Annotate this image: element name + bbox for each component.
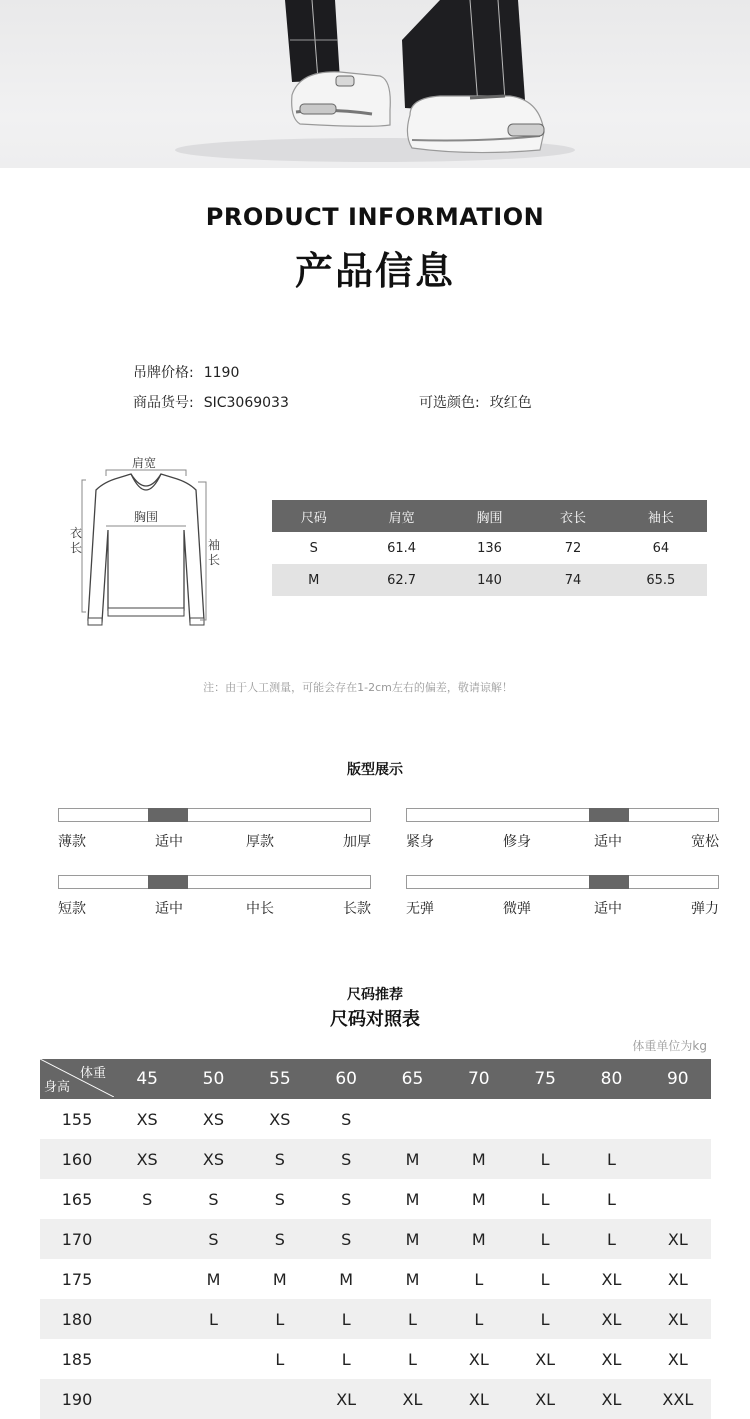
recommend-header: [40, 1059, 711, 1099]
size-cell: M: [379, 1139, 445, 1179]
size-cell: S: [274, 1189, 285, 1209]
size-cell: XS: [269, 1109, 291, 1129]
size-cell: S: [341, 1109, 352, 1129]
weight-header: 65: [379, 1059, 445, 1099]
sku-value: SIC3069033: [203, 395, 289, 411]
size-cell: S: [208, 1189, 219, 1209]
corner-weight-label: 体重: [79, 1066, 106, 1081]
size-cell: M: [405, 1269, 420, 1289]
length-label: 衣长: [70, 526, 83, 555]
table-row: [40, 1299, 711, 1339]
color-value: 玫红色: [489, 395, 532, 411]
size-cell: L: [607, 1189, 616, 1209]
size-cell: [180, 1339, 246, 1379]
size-cell: M: [446, 1139, 512, 1179]
thickness-scale-bar: [58, 808, 371, 822]
cell: 61.4: [387, 540, 417, 556]
size-cell: XL: [645, 1299, 711, 1339]
price-value: 1190: [203, 365, 240, 381]
table-row: [40, 1379, 711, 1419]
cell: M: [272, 564, 355, 596]
recommend-title: 尺码对照表: [330, 1009, 420, 1030]
size-recommendation-table: [40, 1059, 711, 1419]
scale-label: 中长: [246, 901, 274, 917]
size-cell: L: [578, 1139, 644, 1179]
cell: S: [309, 540, 318, 556]
size-cell: L: [379, 1299, 445, 1339]
sleeve-label: 袖长: [208, 538, 221, 567]
scale-label: 长款: [343, 901, 371, 917]
col-shoulder: 肩宽: [355, 500, 447, 532]
sku-label: 商品货号:: [133, 395, 194, 411]
weight-header: 55: [247, 1059, 313, 1099]
table-row: [40, 1219, 711, 1259]
height-cell: 190: [40, 1379, 114, 1419]
cell: 140: [448, 564, 531, 596]
table-row: [40, 1259, 711, 1299]
cell: 74: [531, 564, 614, 596]
size-cell: [645, 1179, 711, 1219]
size-cell: [645, 1139, 711, 1179]
size-cell: [114, 1219, 180, 1259]
col-size: 尺码: [272, 500, 355, 532]
measurement-diagram: [66, 450, 226, 635]
size-cell: XL: [313, 1379, 379, 1419]
chest-label: 胸围: [134, 510, 159, 524]
size-cell: [446, 1099, 512, 1139]
height-cell: 170: [40, 1219, 114, 1259]
fit-scale-bar: [406, 808, 719, 822]
price-line: [133, 362, 239, 382]
size-cell: L: [180, 1299, 246, 1339]
cell: 65.5: [615, 564, 707, 596]
size-cell: L: [512, 1139, 578, 1179]
table-row: [272, 532, 707, 564]
recommend-subtitle: 尺码推荐: [347, 987, 403, 1003]
size-cell: XL: [512, 1379, 578, 1419]
weight-header: 45: [114, 1059, 180, 1099]
col-length: 衣长: [531, 500, 614, 532]
size-cell: S: [313, 1219, 379, 1259]
height-cell: 180: [40, 1299, 114, 1339]
size-cell: XL: [578, 1379, 644, 1419]
corner-height-label: 身高: [44, 1080, 71, 1095]
size-cell: [180, 1379, 246, 1419]
shoulder-label: 肩宽: [132, 456, 157, 470]
scale-label: 适中: [155, 901, 183, 917]
size-cell: XS: [136, 1109, 158, 1129]
sweater-outline: [66, 450, 226, 635]
scale-label: 加厚: [343, 834, 371, 850]
size-cell: L: [247, 1299, 313, 1339]
cell: 62.7: [355, 564, 447, 596]
scale-label: 适中: [594, 834, 622, 850]
size-cell: M: [379, 1219, 445, 1259]
scale-label: 弹力: [691, 901, 719, 917]
size-cell: XL: [446, 1379, 512, 1419]
scale-label: 宽松: [691, 834, 719, 850]
size-cell: L: [313, 1299, 379, 1339]
size-cell: S: [313, 1139, 379, 1179]
weight-unit-note: 体重单位为kg: [632, 1039, 707, 1053]
measurement-note: 注：由于人工测量，可能会存在1-2cm左右的偏差，敬请谅解！: [203, 681, 513, 694]
size-cell: M: [446, 1219, 512, 1259]
size-cell: XL: [601, 1269, 622, 1289]
size-cell: L: [578, 1219, 644, 1259]
size-cell: L: [275, 1349, 285, 1369]
size-measurement-table: [272, 500, 707, 596]
length-scale-bar: [58, 875, 371, 889]
color-label: 可选颜色:: [419, 395, 480, 411]
scale-label: 短款: [58, 901, 86, 917]
height-cell: 165: [61, 1189, 93, 1209]
product-photo: [0, 0, 750, 168]
size-cell: M: [206, 1269, 221, 1289]
size-cell: M: [272, 1269, 287, 1289]
table-row: [40, 1179, 711, 1219]
size-cell: XL: [645, 1219, 711, 1259]
price-label: 吊牌价格:: [133, 365, 194, 381]
size-cell: [114, 1339, 180, 1379]
color-line: [419, 392, 532, 412]
size-cell: M: [471, 1189, 486, 1209]
product-information-heading-cn: 产品信息: [294, 249, 455, 293]
table-row: [40, 1339, 711, 1379]
scale-label: 适中: [594, 901, 622, 917]
height-cell: 160: [40, 1139, 114, 1179]
table-row: [40, 1099, 711, 1139]
size-cell: XL: [667, 1349, 688, 1369]
size-cell: L: [512, 1219, 578, 1259]
size-cell: [379, 1099, 445, 1139]
elasticity-scale-bar: [406, 875, 719, 889]
size-cell: [114, 1299, 180, 1339]
thickness-scale-indicator: [148, 808, 188, 822]
size-cell: L: [512, 1299, 578, 1339]
scale-label: 微弹: [503, 901, 531, 917]
size-cell: S: [247, 1219, 313, 1259]
weight-header: 75: [512, 1059, 578, 1099]
elasticity-scale-indicator: [589, 875, 629, 889]
weight-header: 90: [645, 1059, 711, 1099]
height-cell: 155: [61, 1109, 93, 1129]
col-chest: 胸围: [448, 500, 531, 532]
size-cell: [247, 1379, 313, 1419]
product-information-heading: PRODUCT INFORMATION: [205, 203, 545, 231]
size-cell: [114, 1259, 180, 1299]
size-cell: XL: [379, 1379, 445, 1419]
scale-label: 厚款: [246, 834, 274, 850]
table-row: [272, 564, 707, 596]
cell: 72: [564, 540, 582, 556]
weight-header: 50: [180, 1059, 246, 1099]
col-sleeve: 袖长: [615, 500, 707, 532]
size-cell: XL: [535, 1349, 556, 1369]
size-cell: [645, 1099, 711, 1139]
size-cell: S: [247, 1139, 313, 1179]
scale-label: 紧身: [406, 834, 434, 850]
size-cell: L: [446, 1299, 512, 1339]
size-cell: L: [341, 1349, 351, 1369]
size-cell: L: [540, 1269, 550, 1289]
size-cell: XL: [667, 1269, 688, 1289]
fit-scale-indicator: [589, 808, 629, 822]
corner-cell: [40, 1059, 114, 1099]
size-table-header: [272, 500, 707, 532]
size-cell: S: [341, 1189, 352, 1209]
weight-header: 80: [578, 1059, 644, 1099]
size-cell: M: [339, 1269, 354, 1289]
weight-header: 70: [446, 1059, 512, 1099]
length-scale-indicator: [148, 875, 188, 889]
sku-line: [133, 392, 289, 412]
weight-header: 60: [313, 1059, 379, 1099]
scale-label: 修身: [503, 834, 531, 850]
cell: 64: [652, 540, 670, 556]
size-cell: M: [405, 1189, 420, 1209]
scale-label: 适中: [155, 834, 183, 850]
size-cell: XS: [202, 1109, 225, 1129]
size-cell: XL: [468, 1349, 489, 1369]
size-cell: XL: [578, 1299, 644, 1339]
size-cell: L: [540, 1189, 550, 1209]
size-cell: XXL: [645, 1379, 711, 1419]
size-cell: S: [180, 1219, 246, 1259]
size-cell: [512, 1099, 578, 1139]
recommend-body: [40, 1099, 711, 1419]
table-row: [40, 1139, 711, 1179]
size-cell: [578, 1099, 644, 1139]
size-cell: S: [142, 1189, 153, 1209]
scale-label: 无弹: [406, 901, 434, 917]
fit-title: 版型展示: [347, 762, 403, 778]
scale-label: 薄款: [58, 834, 86, 850]
size-cell: L: [408, 1349, 417, 1369]
height-cell: 185: [61, 1349, 93, 1369]
size-cell: [114, 1379, 180, 1419]
size-cell: XS: [180, 1139, 246, 1179]
size-cell: L: [474, 1269, 484, 1289]
cell: 136: [477, 540, 502, 556]
height-cell: 175: [61, 1269, 93, 1289]
size-cell: XL: [601, 1349, 622, 1369]
size-cell: XS: [114, 1139, 180, 1179]
